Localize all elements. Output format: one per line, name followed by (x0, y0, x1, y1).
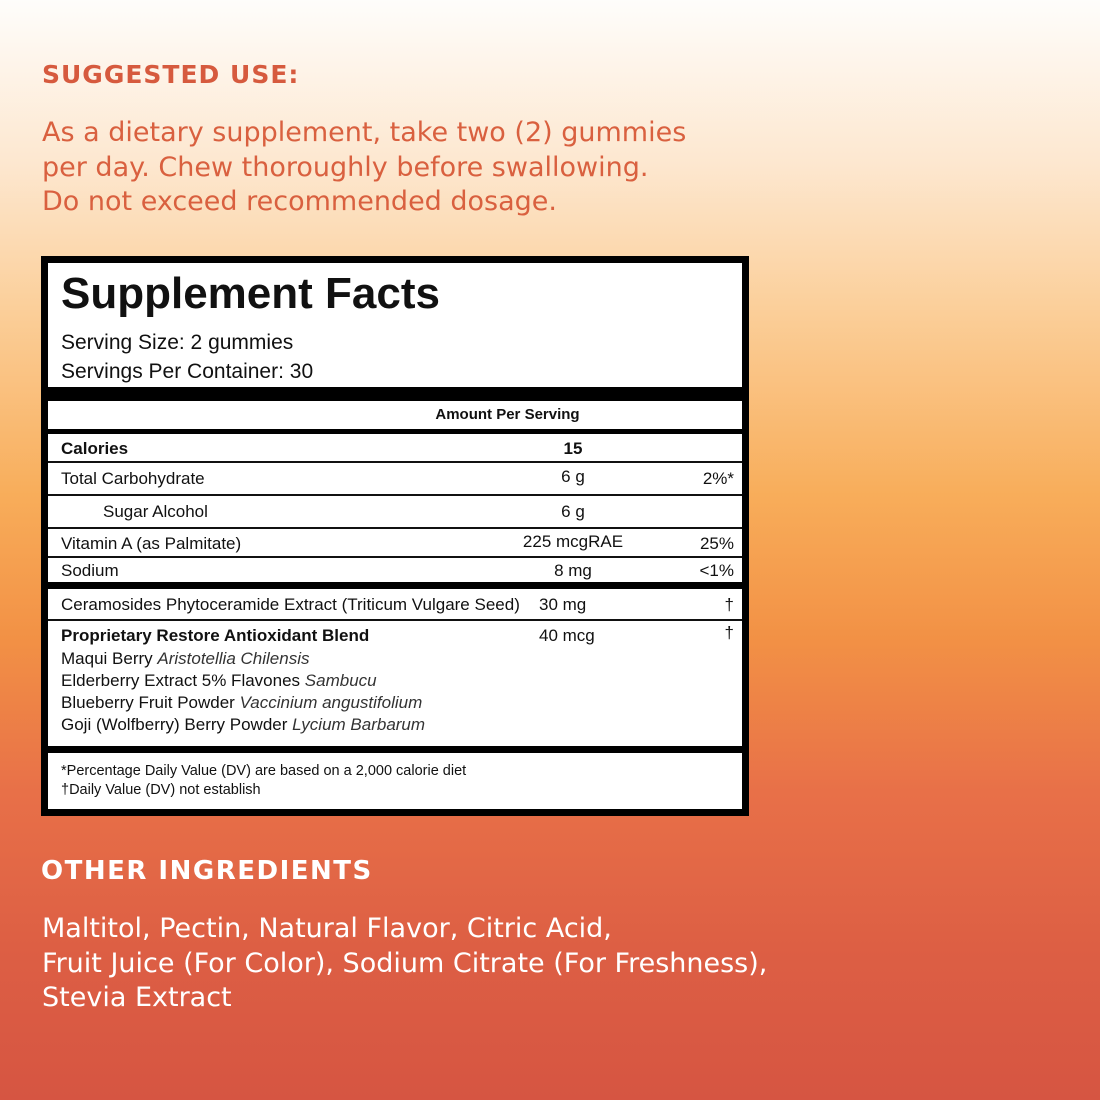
blend-item (61, 649, 310, 669)
nutrient-amount: 6 g (561, 502, 585, 521)
blend-dv: † (724, 623, 734, 642)
blend-item (61, 693, 422, 713)
nutrient-amount: 225 mcgRAE (522, 532, 624, 551)
blend-row (48, 621, 742, 746)
suggested-use-text (42, 116, 762, 220)
other-ingredients-line: Fruit Juice (For Color), Sodium Citrate (For Freshness), (42, 947, 768, 979)
blend-item-latin: Vaccinium angustifolium (239, 693, 423, 712)
table-row (48, 589, 742, 621)
nutrient-amount: 15 (563, 439, 583, 458)
nutrient-amount: 6 g (561, 467, 585, 486)
nutrient-table (48, 434, 742, 582)
blend-item-common: Blueberry Fruit Powder (61, 693, 235, 712)
nutrient-dv: 25% (699, 534, 734, 553)
nutrient-amount: 8 mg (554, 561, 592, 580)
table-row (48, 496, 742, 529)
footnote: †Daily Value (DV) not establish (61, 782, 261, 798)
amount-per-serving-label: Amount Per Serving (435, 406, 580, 423)
blend-item-common: Elderberry Extract 5% Flavones (61, 671, 301, 690)
blend-name: Proprietary Restore Antioxidant Blend (61, 626, 370, 645)
suggested-use-heading: SUGGESTED USE: (42, 60, 300, 89)
ingredient-name: Ceramosides Phytoceramide Extract (Triticum Vulgare Seed) (61, 595, 520, 614)
table-row (48, 529, 742, 558)
supplement-facts-panel (41, 256, 749, 816)
table-row (48, 434, 742, 463)
blend-item (61, 671, 377, 691)
nutrient-name: Total Carbohydrate (61, 469, 205, 488)
suggested-use-line: As a dietary supplement, take two (2) gummies (42, 117, 687, 148)
blend-item-common: Goji (Wolfberry) Berry Powder (61, 715, 288, 734)
nutrient-name: Sugar Alcohol (103, 502, 208, 521)
facts-header (48, 263, 742, 387)
nutrient-dv: 2%* (702, 469, 734, 488)
serving-size: Serving Size: 2 gummies (61, 331, 294, 354)
nutrient-dv: <1% (699, 561, 734, 580)
servings-per-container: Servings Per Container: 30 (61, 360, 314, 383)
table-row (48, 558, 742, 582)
blend-item-latin: Aristotellia Chilensis (157, 649, 310, 668)
blend-table (48, 589, 742, 746)
suggested-use-line: per day. Chew thoroughly before swallowing. (42, 151, 649, 183)
nutrient-name: Vitamin A (as Palmitate) (61, 534, 242, 553)
other-ingredients-line: Maltitol, Pectin, Natural Flavor, Citric Acid, (42, 913, 612, 944)
facts-footnotes (48, 753, 742, 809)
facts-title: Supplement Facts (61, 269, 440, 318)
blend-item-latin: Sambucu (304, 671, 377, 690)
blend-amount: 40 mcg (539, 626, 595, 645)
other-ingredients-text (42, 912, 767, 1016)
blend-item-latin: Lycium Barbarum (292, 715, 426, 734)
nutrient-name: Sodium (61, 561, 119, 580)
ingredient-amount: 30 mg (539, 595, 587, 614)
blend-item (61, 715, 425, 735)
blend-item-common: Maqui Berry (61, 649, 153, 668)
nutrient-name: Calories (61, 439, 129, 458)
footnote: *Percentage Daily Value (DV) are based on a 2,000 calorie diet (61, 763, 467, 779)
other-ingredients-heading: OTHER INGREDIENTS (41, 856, 373, 886)
ingredient-dv: † (724, 595, 734, 614)
amount-header (48, 401, 742, 429)
table-row (48, 463, 742, 496)
suggested-use-line: Do not exceed recommended dosage. (42, 186, 558, 217)
other-ingredients-line: Stevia Extract (42, 982, 232, 1013)
